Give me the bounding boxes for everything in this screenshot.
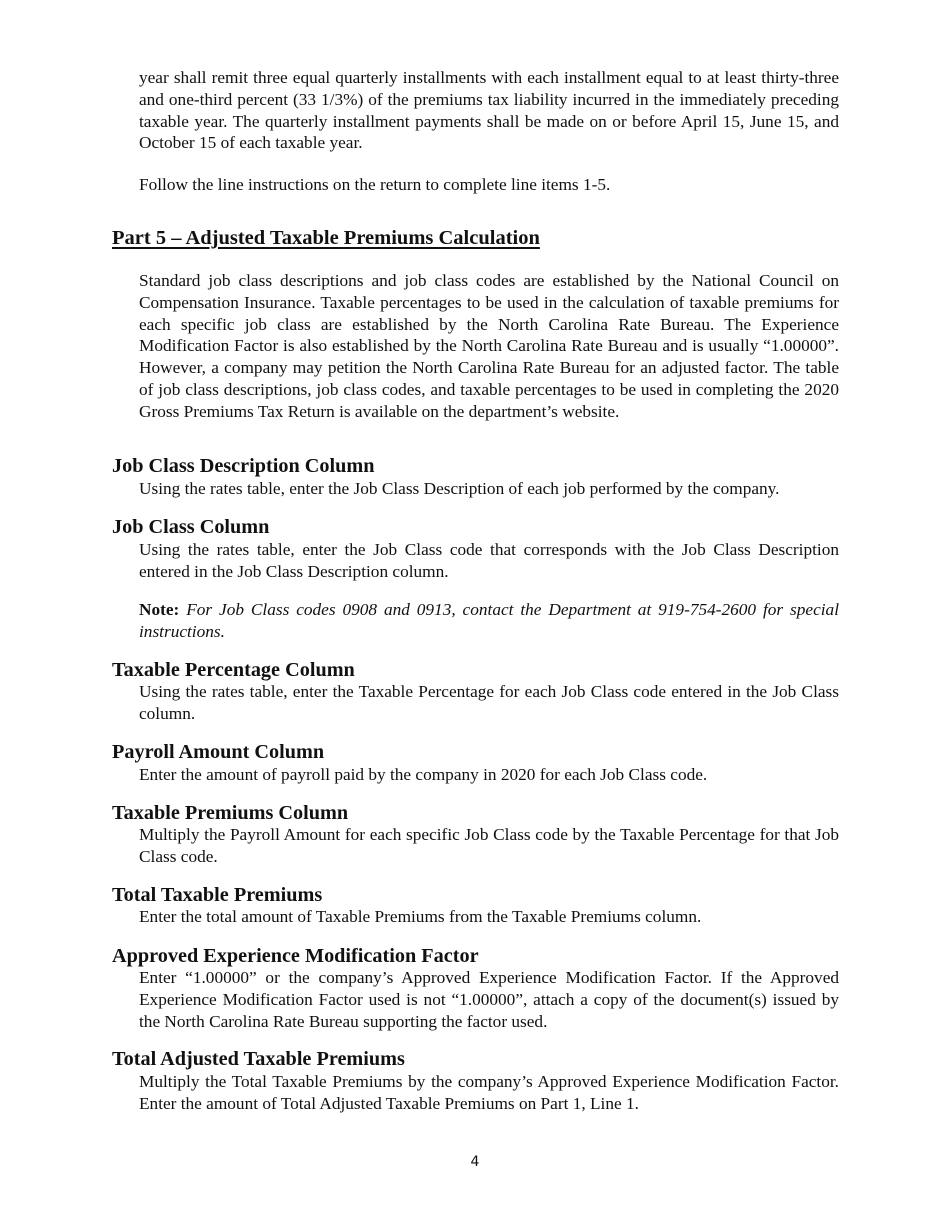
- note-label: Note:: [139, 600, 180, 619]
- total-taxable-premiums-body: Enter the total amount of Taxable Premiums from the Taxable Premiums column.: [139, 907, 702, 926]
- taxable-percentage-body: Using the rates table, enter the Taxable Percentage for each Job Class code entered in the Job Class column.: [139, 682, 839, 723]
- total-taxable-premiums-heading: Total Taxable Premiums: [112, 884, 323, 906]
- job-class-description-heading: Job Class Description Column: [112, 455, 375, 477]
- total-adjusted-heading: Total Adjusted Taxable Premiums: [112, 1048, 405, 1070]
- follow-instructions-line: Follow the line instructions on the return to complete line items 1-5.: [139, 175, 611, 194]
- part5-title: Part 5 – Adjusted Taxable Premiums Calculation: [112, 227, 540, 249]
- part5-intro-paragraph: Standard job class descriptions and job class codes are established by the National Council on Compensation Insurance. Taxable percentages to be used in the calculation of taxable premiums for each specific job class are established by the North Carolina Rate Bureau. The Experience Modification Factor is also established by the North Carolina Rate Bureau and is usually “1.00000”. However, a company may petition the North Carolina Rate Bureau for an adjusted factor. The table of job class descriptions, job class codes, and taxable percentages to be used in completing the 2020 Gross Premiums Tax Return is available on the department’s website.: [139, 271, 839, 421]
- approved-emf-body: Enter “1.00000” or the company’s Approved Experience Modification Factor. If the Approved Experience Modification Factor used is not “1.00000”, attach a copy of the document(s) issued by the North Carolina Rate Bureau supporting the factor used.: [139, 968, 839, 1031]
- job-class-note: [139, 599, 839, 643]
- payroll-amount-heading: Payroll Amount Column: [112, 741, 325, 763]
- job-class-description-body: Using the rates table, enter the Job Class Description of each job performed by the company.: [139, 479, 780, 498]
- taxable-premiums-body: Multiply the Payroll Amount for each specific Job Class code by the Taxable Percentage for that Job Class code.: [139, 825, 839, 866]
- taxable-percentage-heading: Taxable Percentage Column: [112, 659, 355, 681]
- job-class-body: Using the rates table, enter the Job Class code that corresponds with the Job Class Description entered in the Job Class Description column.: [139, 540, 839, 581]
- job-class-heading: Job Class Column: [112, 516, 270, 538]
- intro-paragraph: year shall remit three equal quarterly installments with each installment equal to at least thirty-three and one-third percent (33 1/3%) of the premiums tax liability incurred in the immediately preceding taxable year. The quarterly installment payments shall be made on or before April 15, June 15, and October 15 of each taxable year.: [139, 68, 839, 153]
- total-adjusted-body: Multiply the Total Taxable Premiums by the company’s Approved Experience Modification Factor. Enter the amount of Total Adjusted Taxable Premiums on Part 1, Line 1.: [139, 1072, 839, 1113]
- taxable-premiums-heading: Taxable Premiums Column: [112, 802, 349, 824]
- note-text: For Job Class codes 0908 and 0913, contact the Department at 919-754-2600 for special instructions.: [139, 600, 839, 641]
- payroll-amount-body: Enter the amount of payroll paid by the company in 2020 for each Job Class code.: [139, 765, 708, 784]
- page-number: 4: [470, 1154, 480, 1170]
- approved-emf-heading: Approved Experience Modification Factor: [112, 945, 479, 967]
